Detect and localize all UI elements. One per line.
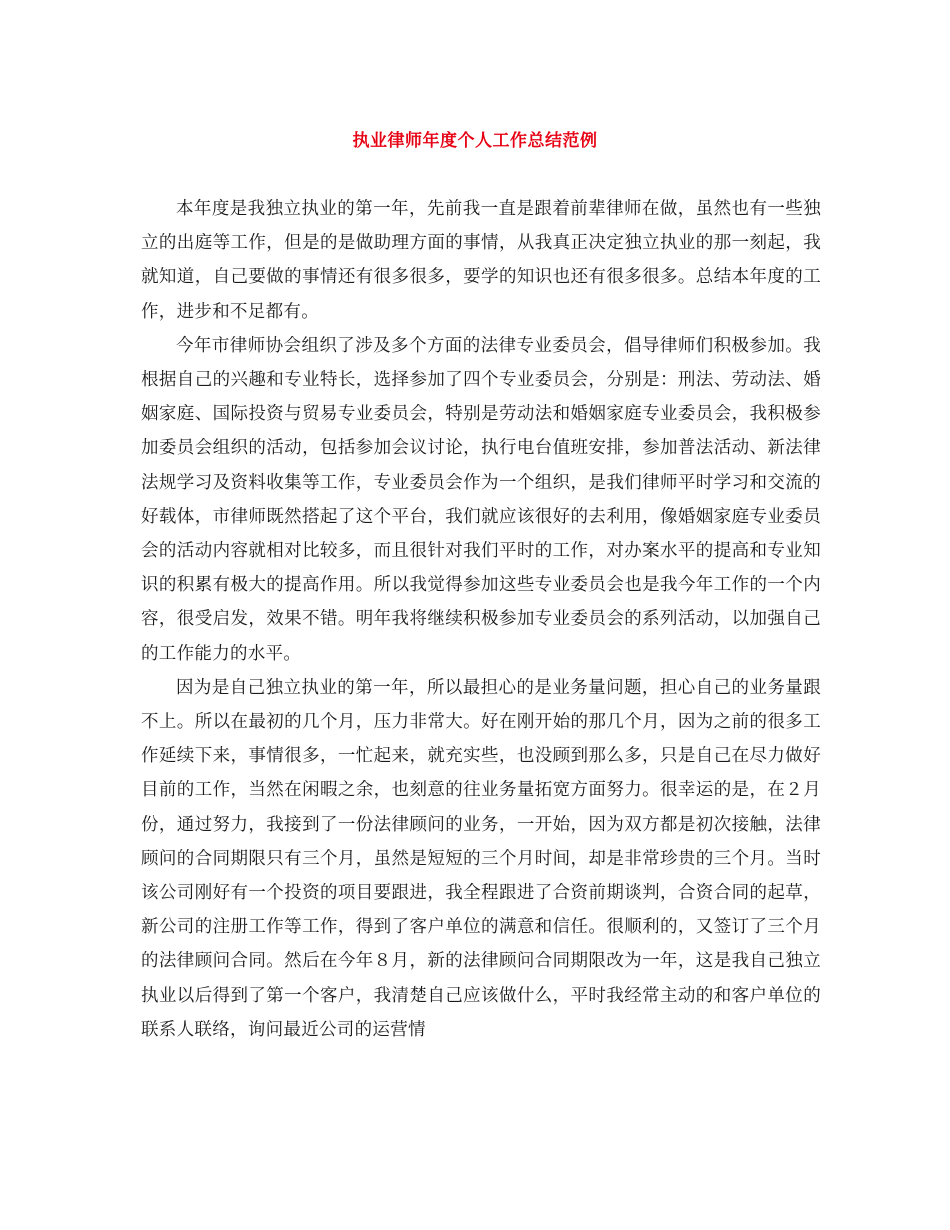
paragraph: 今年市律师协会组织了涉及多个方面的法律专业委员会，倡导律师们积极参加。我根据自己的兴趣和专业特长，选择参加了四个专业委员会，分别是：刑法、劳动法、婚姻家庭、国际投资与贸易专业委员会，特别是劳动法和婚姻家庭专业委员会，我积极参加委员会组织的活动，包括参加会议讨论，执行电台值班安排，参加普法活动、新法律法规学习及资料收集等工作，专业委员会作为一个组织，是我们律师平时学习和交流的好载体，市律师既然搭起了这个平台，我们就应该很好的去利用，像婚姻家庭专业委员会的活动内容就相对比较多，而且很针对我们平时的工作，对办案水平的提高和专业知识的积累有极大的提高作用。所以我觉得参加这些专业委员会也是我今年工作的一个内容，很受启发，效果不错。明年我将继续积极参加专业委员会的系列活动，以加强自己的工作能力的水平。: [141, 335, 821, 664]
paragraph: 本年度是我独立执业的第一年，先前我一直是跟着前辈律师在做，虽然也有一些独立的出庭等工作，但是的是做助理方面的事情，从我真正决定独立执业的那一刻起，我就知道，自己要做的事情还有很多很多，要学的知识也还有很多很多。总结本年度的工作，进步和不足都有。: [141, 199, 821, 322]
document-body: [141, 192, 821, 1047]
paragraph: 因为是自己独立执业的第一年，所以最担心的是业务量问题，担心自己的业务量跟不上。所以在最初的几个月，压力非常大。好在刚开始的那几个月，因为之前的很多工作延续下来，事情很多，一忙起来，就充实些，也没顾到那么多，只是自己在尽力做好目前的工作，当然在闲暇之余，也刻意的往业务量拓宽方面努力。很幸运的是，在２月份，通过努力，我接到了一份法律顾问的业务，一开始，因为双方都是初次接触，法律顾问的合同期限只有三个月，虽然是短短的三个月时间，却是非常珍贵的三个月。当时该公司刚好有一个投资的项目要跟进，我全程跟进了合资前期谈判，合资合同的起草，新公司的注册工作等工作，得到了客户单位的满意和信任。很顺利的，又签订了三个月的法律顾问合同。然后在今年８月，新的法律顾问合同期限改为一年，这是我自己独立执业以后得到了第一个客户，我清楚自己应该做什么，平时我经常主动的和客户单位的联系人联络，询问最近公司的运营情: [141, 677, 821, 1040]
document-title: 执业律师年度个人工作总结范例: [352, 131, 598, 151]
